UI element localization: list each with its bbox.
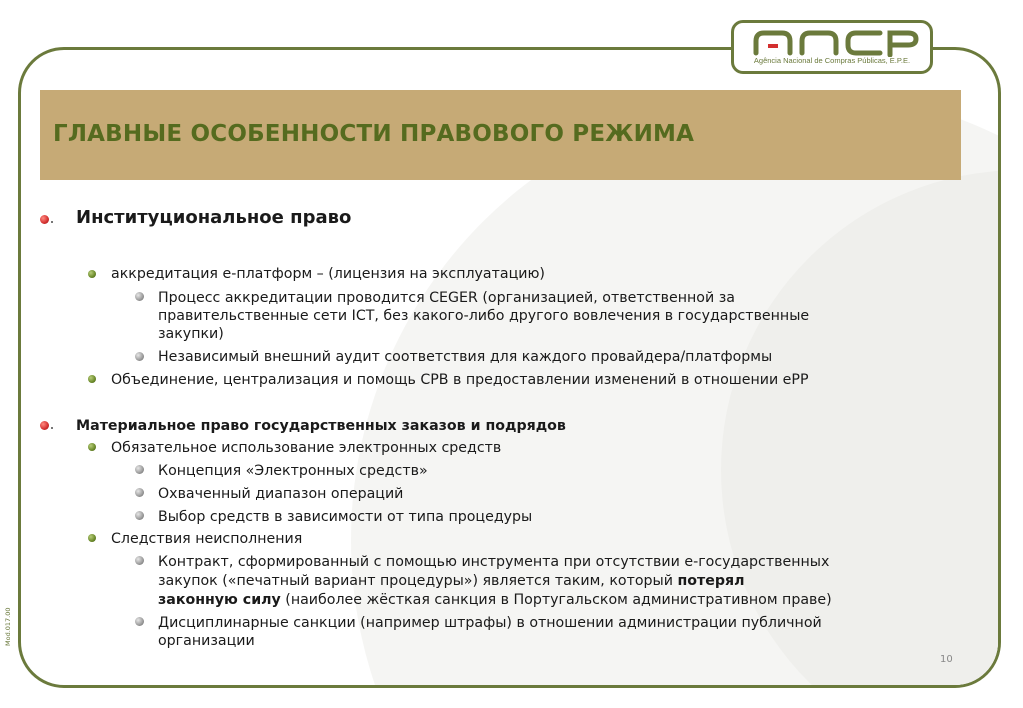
green-bullet-icon xyxy=(88,534,96,542)
red-bullet-icon xyxy=(40,421,49,430)
bold-text: законную силу xyxy=(158,592,281,608)
bullet-dot xyxy=(51,221,53,223)
bullet-dot xyxy=(51,427,53,429)
mod-code: Mod.017.00 xyxy=(4,607,12,646)
gray-bullet-icon xyxy=(135,465,144,474)
list-item-continued: организации xyxy=(158,633,255,649)
section-heading-material: Материальное право государственных заказов и подрядов xyxy=(76,418,566,434)
gray-bullet-icon xyxy=(135,488,144,497)
list-item: Выбор средств в зависимости от типа процедуры xyxy=(158,509,533,525)
list-item-continued xyxy=(158,591,832,609)
gray-bullet-icon xyxy=(135,556,144,565)
list-item: Обязательное использование электронных средств xyxy=(111,440,502,456)
list-item: Объединение, централизация и помощь CPB в предоставлении изменений в отношении ePP xyxy=(111,372,809,388)
green-bullet-icon xyxy=(88,270,96,278)
bold-text: потерял xyxy=(677,573,745,589)
text-run: закупок («печатный вариант процедуры») является таким, который xyxy=(158,573,678,589)
logo-subtitle: Agência Nacional de Compras Públicas, E.P.E. xyxy=(753,56,911,65)
list-item-continued: правительственные сети ICT, без какого-либо другого вовлечения в государственные xyxy=(158,308,810,324)
list-item: Следствия неисполнения xyxy=(111,531,303,547)
ancp-logo xyxy=(731,20,933,74)
text-run: (наиболее жёсткая санкция в Португальском административном праве) xyxy=(280,592,832,608)
page-title: ГЛАВНЫЕ ОСОБЕННОСТИ ПРАВОВОГО РЕЖИМА xyxy=(53,121,695,147)
list-item: Дисциплинарные санкции (например штрафы) в отношении администрации публичной xyxy=(158,615,822,631)
list-item: Охваченный диапазон операций xyxy=(158,486,404,502)
list-item-continued: закупки) xyxy=(158,326,224,342)
section-heading-institutional: Институциональное право xyxy=(76,207,352,228)
list-item: Концепция «Электронных средств» xyxy=(158,463,428,479)
gray-bullet-icon xyxy=(135,292,144,301)
list-item: Независимый внешний аудит соответствия для каждого провайдера/платформы xyxy=(158,349,773,365)
list-item-continued xyxy=(158,572,745,590)
list-item: Процесс аккредитации проводится CEGER (организацией, ответственной за xyxy=(158,290,735,306)
red-bullet-icon xyxy=(40,215,49,224)
list-item: Контракт, сформированный с помощью инструмента при отсутствии е-государственных xyxy=(158,554,830,570)
gray-bullet-icon xyxy=(135,352,144,361)
list-item: аккредитация е-платформ – (лицензия на эксплуатацию) xyxy=(111,266,545,282)
gray-bullet-icon xyxy=(135,511,144,520)
page-number: 10 xyxy=(940,654,953,665)
ancp-logo-mark xyxy=(744,25,924,57)
gray-bullet-icon xyxy=(135,617,144,626)
green-bullet-icon xyxy=(88,375,96,383)
green-bullet-icon xyxy=(88,443,96,451)
